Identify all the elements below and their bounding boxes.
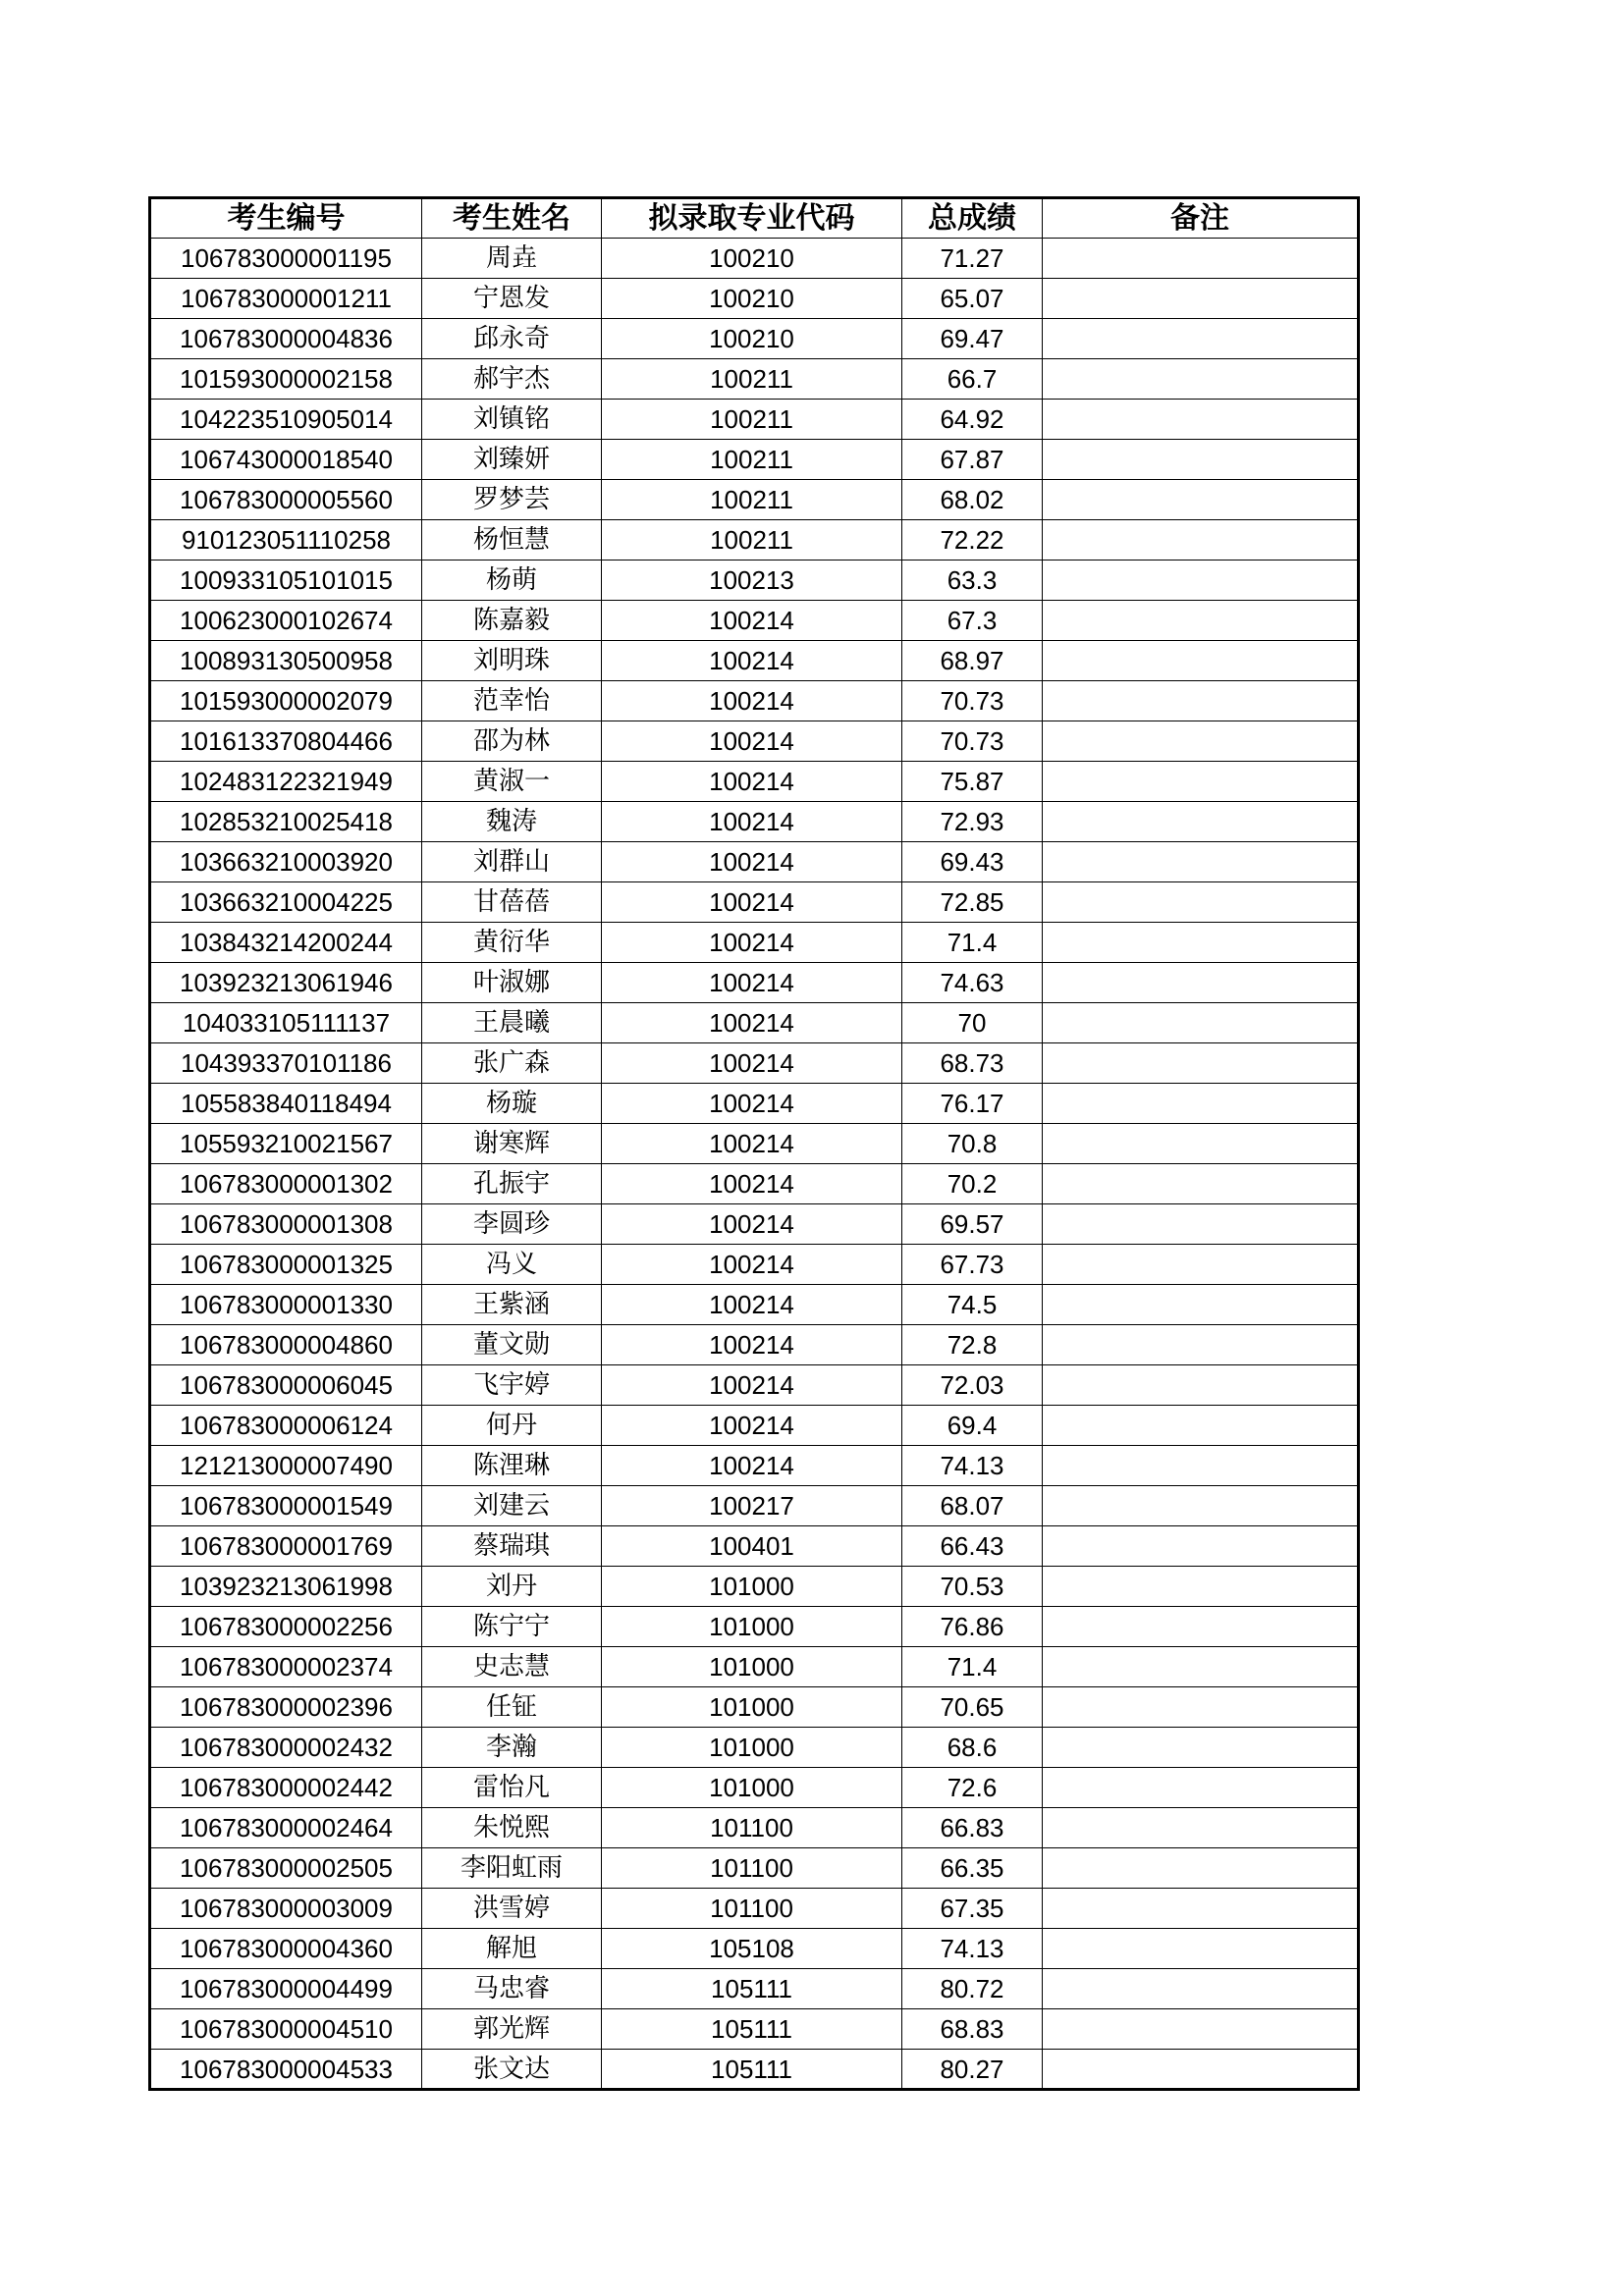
table-row xyxy=(150,601,1359,641)
cell-candidate-id: 100933105101015 xyxy=(150,561,422,601)
cell-total-score: 68.6 xyxy=(902,1728,1043,1768)
cell-candidate-id: 106783000004360 xyxy=(150,1929,422,1969)
cell-major-code: 101000 xyxy=(602,1728,902,1768)
admission-table xyxy=(148,196,1360,2091)
cell-total-score: 64.92 xyxy=(902,400,1043,440)
cell-candidate-id: 106783000001769 xyxy=(150,1526,422,1567)
cell-major-code: 100214 xyxy=(602,923,902,963)
table-row xyxy=(150,1446,1359,1486)
cell-total-score: 63.3 xyxy=(902,561,1043,601)
cell-total-score: 72.93 xyxy=(902,802,1043,842)
cell-candidate-name: 陈宁宁 xyxy=(422,1607,602,1647)
cell-major-code: 101000 xyxy=(602,1607,902,1647)
cell-candidate-id: 106783000002432 xyxy=(150,1728,422,1768)
cell-candidate-name: 朱悦熙 xyxy=(422,1808,602,1848)
cell-candidate-id: 105593210021567 xyxy=(150,1124,422,1164)
cell-total-score: 74.63 xyxy=(902,963,1043,1003)
cell-major-code: 100214 xyxy=(602,1245,902,1285)
cell-remark xyxy=(1043,721,1359,762)
cell-candidate-name: 王晨曦 xyxy=(422,1003,602,1043)
cell-candidate-name: 王紫涵 xyxy=(422,1285,602,1325)
cell-candidate-id: 106783000001211 xyxy=(150,279,422,319)
cell-candidate-id: 106783000004510 xyxy=(150,2009,422,2050)
cell-major-code: 100214 xyxy=(602,1124,902,1164)
cell-remark xyxy=(1043,1647,1359,1687)
cell-major-code: 105111 xyxy=(602,2009,902,2050)
table-row xyxy=(150,882,1359,923)
table-row xyxy=(150,1204,1359,1245)
cell-total-score: 72.03 xyxy=(902,1365,1043,1406)
cell-remark xyxy=(1043,1889,1359,1929)
cell-total-score: 70.73 xyxy=(902,681,1043,721)
cell-candidate-id: 104223510905014 xyxy=(150,400,422,440)
cell-major-code: 101100 xyxy=(602,1889,902,1929)
cell-total-score: 68.97 xyxy=(902,641,1043,681)
header-remark: 备注 xyxy=(1043,198,1359,239)
cell-candidate-id: 103663210004225 xyxy=(150,882,422,923)
cell-candidate-id: 102853210025418 xyxy=(150,802,422,842)
table-row xyxy=(150,561,1359,601)
cell-candidate-name: 孔振宇 xyxy=(422,1164,602,1204)
cell-candidate-name: 黄淑一 xyxy=(422,762,602,802)
cell-remark xyxy=(1043,1406,1359,1446)
table-row xyxy=(150,1245,1359,1285)
cell-candidate-id: 106783000004533 xyxy=(150,2050,422,2090)
cell-candidate-id: 104033105111137 xyxy=(150,1003,422,1043)
table-row xyxy=(150,963,1359,1003)
cell-total-score: 76.86 xyxy=(902,1607,1043,1647)
cell-candidate-name: 叶淑娜 xyxy=(422,963,602,1003)
cell-remark xyxy=(1043,1808,1359,1848)
cell-remark xyxy=(1043,882,1359,923)
cell-total-score: 75.87 xyxy=(902,762,1043,802)
cell-candidate-name: 邱永奇 xyxy=(422,319,602,359)
table-row xyxy=(150,1365,1359,1406)
cell-total-score: 67.87 xyxy=(902,440,1043,480)
table-body xyxy=(150,239,1359,2090)
table-row xyxy=(150,1567,1359,1607)
cell-major-code: 100217 xyxy=(602,1486,902,1526)
cell-candidate-name: 甘蓓蓓 xyxy=(422,882,602,923)
cell-remark xyxy=(1043,440,1359,480)
table-row xyxy=(150,480,1359,520)
cell-remark xyxy=(1043,400,1359,440)
cell-remark xyxy=(1043,1567,1359,1607)
cell-total-score: 68.07 xyxy=(902,1486,1043,1526)
cell-candidate-name: 郭光辉 xyxy=(422,2009,602,2050)
cell-total-score: 69.57 xyxy=(902,1204,1043,1245)
table-row xyxy=(150,1486,1359,1526)
cell-remark xyxy=(1043,1687,1359,1728)
cell-remark xyxy=(1043,802,1359,842)
cell-major-code: 101100 xyxy=(602,1848,902,1889)
cell-total-score: 74.13 xyxy=(902,1929,1043,1969)
cell-candidate-name: 魏涛 xyxy=(422,802,602,842)
cell-candidate-name: 陈嘉毅 xyxy=(422,601,602,641)
cell-remark xyxy=(1043,1084,1359,1124)
cell-candidate-id: 910123051110258 xyxy=(150,520,422,561)
cell-major-code: 100214 xyxy=(602,963,902,1003)
cell-total-score: 70.73 xyxy=(902,721,1043,762)
cell-candidate-name: 杨恒慧 xyxy=(422,520,602,561)
cell-candidate-name: 何丹 xyxy=(422,1406,602,1446)
cell-remark xyxy=(1043,601,1359,641)
cell-major-code: 100211 xyxy=(602,359,902,400)
table-row xyxy=(150,1969,1359,2009)
table-row xyxy=(150,279,1359,319)
cell-major-code: 100211 xyxy=(602,400,902,440)
cell-remark xyxy=(1043,1245,1359,1285)
cell-candidate-id: 106783000003009 xyxy=(150,1889,422,1929)
cell-total-score: 76.17 xyxy=(902,1084,1043,1124)
cell-major-code: 100214 xyxy=(602,641,902,681)
cell-major-code: 100214 xyxy=(602,721,902,762)
cell-candidate-name: 刘臻妍 xyxy=(422,440,602,480)
cell-candidate-id: 101593000002158 xyxy=(150,359,422,400)
cell-candidate-name: 马忠睿 xyxy=(422,1969,602,2009)
cell-major-code: 100211 xyxy=(602,440,902,480)
cell-major-code: 100214 xyxy=(602,762,902,802)
cell-remark xyxy=(1043,1003,1359,1043)
cell-remark xyxy=(1043,923,1359,963)
cell-total-score: 72.8 xyxy=(902,1325,1043,1365)
cell-candidate-id: 106783000005560 xyxy=(150,480,422,520)
cell-candidate-name: 陈浬琳 xyxy=(422,1446,602,1486)
cell-remark xyxy=(1043,319,1359,359)
cell-remark xyxy=(1043,561,1359,601)
cell-total-score: 80.72 xyxy=(902,1969,1043,2009)
table-row xyxy=(150,681,1359,721)
cell-major-code: 100211 xyxy=(602,520,902,561)
cell-candidate-name: 刘建云 xyxy=(422,1486,602,1526)
table-row xyxy=(150,1003,1359,1043)
cell-total-score: 72.22 xyxy=(902,520,1043,561)
cell-candidate-name: 飞宇婷 xyxy=(422,1365,602,1406)
table-row xyxy=(150,1043,1359,1084)
cell-remark xyxy=(1043,239,1359,279)
cell-major-code: 100214 xyxy=(602,882,902,923)
cell-candidate-id: 103663210003920 xyxy=(150,842,422,882)
cell-remark xyxy=(1043,1043,1359,1084)
header-candidate-id: 考生编号 xyxy=(150,198,422,239)
cell-candidate-id: 106783000006045 xyxy=(150,1365,422,1406)
cell-total-score: 66.83 xyxy=(902,1808,1043,1848)
cell-candidate-id: 106783000002464 xyxy=(150,1808,422,1848)
table-row xyxy=(150,2009,1359,2050)
cell-remark xyxy=(1043,1365,1359,1406)
cell-candidate-name: 李阳虹雨 xyxy=(422,1848,602,1889)
cell-candidate-name: 郝宇杰 xyxy=(422,359,602,400)
cell-remark xyxy=(1043,1124,1359,1164)
table-row xyxy=(150,1848,1359,1889)
table-row xyxy=(150,1808,1359,1848)
cell-remark xyxy=(1043,1848,1359,1889)
cell-candidate-id: 106783000004836 xyxy=(150,319,422,359)
cell-total-score: 68.73 xyxy=(902,1043,1043,1084)
cell-total-score: 71.27 xyxy=(902,239,1043,279)
cell-major-code: 100214 xyxy=(602,1285,902,1325)
cell-total-score: 69.4 xyxy=(902,1406,1043,1446)
cell-major-code: 100214 xyxy=(602,681,902,721)
cell-candidate-id: 106783000001195 xyxy=(150,239,422,279)
cell-candidate-id: 101613370804466 xyxy=(150,721,422,762)
cell-candidate-id: 106783000006124 xyxy=(150,1406,422,1446)
cell-major-code: 105111 xyxy=(602,2050,902,2090)
cell-major-code: 100214 xyxy=(602,842,902,882)
header-total-score: 总成绩 xyxy=(902,198,1043,239)
cell-major-code: 100214 xyxy=(602,1406,902,1446)
cell-candidate-name: 刘丹 xyxy=(422,1567,602,1607)
table-row xyxy=(150,1768,1359,1808)
header-major-code: 拟录取专业代码 xyxy=(602,198,902,239)
cell-candidate-id: 104393370101186 xyxy=(150,1043,422,1084)
cell-candidate-id: 106783000001302 xyxy=(150,1164,422,1204)
cell-candidate-name: 史志慧 xyxy=(422,1647,602,1687)
cell-candidate-name: 邵为林 xyxy=(422,721,602,762)
cell-total-score: 66.43 xyxy=(902,1526,1043,1567)
cell-total-score: 69.47 xyxy=(902,319,1043,359)
table-row xyxy=(150,1647,1359,1687)
cell-candidate-name: 张文达 xyxy=(422,2050,602,2090)
cell-remark xyxy=(1043,1969,1359,2009)
table-row xyxy=(150,1526,1359,1567)
cell-remark xyxy=(1043,520,1359,561)
cell-candidate-id: 106783000002396 xyxy=(150,1687,422,1728)
cell-remark xyxy=(1043,681,1359,721)
cell-candidate-id: 121213000007490 xyxy=(150,1446,422,1486)
cell-remark xyxy=(1043,641,1359,681)
cell-major-code: 101100 xyxy=(602,1808,902,1848)
table-row xyxy=(150,239,1359,279)
cell-major-code: 100210 xyxy=(602,279,902,319)
cell-candidate-name: 周垚 xyxy=(422,239,602,279)
table-row xyxy=(150,520,1359,561)
cell-total-score: 71.4 xyxy=(902,1647,1043,1687)
cell-major-code: 100214 xyxy=(602,1043,902,1084)
table-row xyxy=(150,1728,1359,1768)
cell-total-score: 74.5 xyxy=(902,1285,1043,1325)
table-row xyxy=(150,641,1359,681)
cell-remark xyxy=(1043,1728,1359,1768)
cell-major-code: 100214 xyxy=(602,1446,902,1486)
cell-candidate-id: 100893130500958 xyxy=(150,641,422,681)
cell-candidate-id: 106783000002505 xyxy=(150,1848,422,1889)
cell-total-score: 70.65 xyxy=(902,1687,1043,1728)
table-row xyxy=(150,762,1359,802)
cell-candidate-id: 106783000001308 xyxy=(150,1204,422,1245)
cell-remark xyxy=(1043,359,1359,400)
cell-major-code: 101000 xyxy=(602,1687,902,1728)
cell-remark xyxy=(1043,1164,1359,1204)
table-row xyxy=(150,1084,1359,1124)
cell-major-code: 100211 xyxy=(602,480,902,520)
cell-candidate-name: 解旭 xyxy=(422,1929,602,1969)
cell-candidate-name: 洪雪婷 xyxy=(422,1889,602,1929)
cell-candidate-id: 106783000001330 xyxy=(150,1285,422,1325)
cell-candidate-id: 106783000001325 xyxy=(150,1245,422,1285)
cell-candidate-name: 董文勋 xyxy=(422,1325,602,1365)
cell-total-score: 66.7 xyxy=(902,359,1043,400)
cell-candidate-name: 任钲 xyxy=(422,1687,602,1728)
cell-major-code: 101000 xyxy=(602,1647,902,1687)
cell-total-score: 71.4 xyxy=(902,923,1043,963)
cell-total-score: 72.6 xyxy=(902,1768,1043,1808)
table-row xyxy=(150,1124,1359,1164)
cell-total-score: 74.13 xyxy=(902,1446,1043,1486)
cell-remark xyxy=(1043,842,1359,882)
cell-candidate-id: 106783000002256 xyxy=(150,1607,422,1647)
cell-candidate-id: 106783000004860 xyxy=(150,1325,422,1365)
table-row xyxy=(150,1285,1359,1325)
cell-total-score: 70.2 xyxy=(902,1164,1043,1204)
cell-candidate-name: 李圆珍 xyxy=(422,1204,602,1245)
cell-major-code: 100214 xyxy=(602,1003,902,1043)
table-row xyxy=(150,400,1359,440)
cell-candidate-id: 106783000002442 xyxy=(150,1768,422,1808)
table-row xyxy=(150,440,1359,480)
cell-major-code: 101000 xyxy=(602,1567,902,1607)
cell-total-score: 66.35 xyxy=(902,1848,1043,1889)
cell-remark xyxy=(1043,1526,1359,1567)
cell-remark xyxy=(1043,1486,1359,1526)
cell-major-code: 100214 xyxy=(602,1365,902,1406)
cell-remark xyxy=(1043,762,1359,802)
table-row xyxy=(150,721,1359,762)
table-row xyxy=(150,1687,1359,1728)
cell-remark xyxy=(1043,480,1359,520)
cell-candidate-id: 103923213061998 xyxy=(150,1567,422,1607)
cell-remark xyxy=(1043,963,1359,1003)
cell-remark xyxy=(1043,1325,1359,1365)
cell-total-score: 70 xyxy=(902,1003,1043,1043)
cell-major-code: 100210 xyxy=(602,239,902,279)
cell-major-code: 100214 xyxy=(602,601,902,641)
cell-candidate-name: 刘群山 xyxy=(422,842,602,882)
cell-major-code: 101000 xyxy=(602,1768,902,1808)
cell-candidate-id: 106783000001549 xyxy=(150,1486,422,1526)
cell-major-code: 100214 xyxy=(602,1204,902,1245)
cell-total-score: 69.43 xyxy=(902,842,1043,882)
cell-candidate-name: 杨璇 xyxy=(422,1084,602,1124)
table-row xyxy=(150,923,1359,963)
cell-candidate-id: 103843214200244 xyxy=(150,923,422,963)
cell-candidate-id: 105583840118494 xyxy=(150,1084,422,1124)
table-row xyxy=(150,1929,1359,1969)
cell-candidate-id: 106783000004499 xyxy=(150,1969,422,2009)
table-row xyxy=(150,1889,1359,1929)
cell-candidate-name: 张广森 xyxy=(422,1043,602,1084)
cell-total-score: 70.53 xyxy=(902,1567,1043,1607)
cell-candidate-name: 谢寒辉 xyxy=(422,1124,602,1164)
cell-major-code: 105108 xyxy=(602,1929,902,1969)
cell-total-score: 80.27 xyxy=(902,2050,1043,2090)
cell-candidate-name: 冯义 xyxy=(422,1245,602,1285)
table-row xyxy=(150,359,1359,400)
table-row xyxy=(150,1325,1359,1365)
cell-candidate-id: 106743000018540 xyxy=(150,440,422,480)
cell-candidate-name: 罗梦芸 xyxy=(422,480,602,520)
cell-candidate-name: 雷怡凡 xyxy=(422,1768,602,1808)
cell-remark xyxy=(1043,1204,1359,1245)
cell-remark xyxy=(1043,1768,1359,1808)
cell-candidate-name: 刘明珠 xyxy=(422,641,602,681)
cell-remark xyxy=(1043,1285,1359,1325)
cell-candidate-id: 100623000102674 xyxy=(150,601,422,641)
header-row xyxy=(150,198,1359,239)
cell-candidate-name: 黄衍华 xyxy=(422,923,602,963)
cell-candidate-name: 李瀚 xyxy=(422,1728,602,1768)
cell-total-score: 67.73 xyxy=(902,1245,1043,1285)
table-row xyxy=(150,319,1359,359)
cell-total-score: 65.07 xyxy=(902,279,1043,319)
cell-total-score: 68.83 xyxy=(902,2009,1043,2050)
table-row xyxy=(150,842,1359,882)
cell-remark xyxy=(1043,2009,1359,2050)
cell-total-score: 72.85 xyxy=(902,882,1043,923)
cell-major-code: 100214 xyxy=(602,1325,902,1365)
cell-major-code: 100214 xyxy=(602,1084,902,1124)
table-row xyxy=(150,1164,1359,1204)
cell-candidate-id: 101593000002079 xyxy=(150,681,422,721)
cell-candidate-name: 范幸怡 xyxy=(422,681,602,721)
cell-candidate-name: 杨萌 xyxy=(422,561,602,601)
table-row xyxy=(150,1406,1359,1446)
cell-remark xyxy=(1043,2050,1359,2090)
cell-total-score: 67.35 xyxy=(902,1889,1043,1929)
table-row xyxy=(150,802,1359,842)
cell-total-score: 68.02 xyxy=(902,480,1043,520)
cell-major-code: 100214 xyxy=(602,802,902,842)
cell-candidate-id: 102483122321949 xyxy=(150,762,422,802)
cell-major-code: 105111 xyxy=(602,1969,902,2009)
cell-major-code: 100214 xyxy=(602,1164,902,1204)
cell-remark xyxy=(1043,279,1359,319)
cell-remark xyxy=(1043,1607,1359,1647)
cell-major-code: 100213 xyxy=(602,561,902,601)
cell-total-score: 70.8 xyxy=(902,1124,1043,1164)
cell-candidate-name: 刘镇铭 xyxy=(422,400,602,440)
cell-total-score: 67.3 xyxy=(902,601,1043,641)
cell-candidate-name: 宁恩发 xyxy=(422,279,602,319)
cell-remark xyxy=(1043,1446,1359,1486)
table-row xyxy=(150,2050,1359,2090)
cell-candidate-id: 106783000002374 xyxy=(150,1647,422,1687)
header-candidate-name: 考生姓名 xyxy=(422,198,602,239)
table-header xyxy=(150,198,1359,239)
table-row xyxy=(150,1607,1359,1647)
cell-major-code: 100401 xyxy=(602,1526,902,1567)
cell-remark xyxy=(1043,1929,1359,1969)
cell-major-code: 100210 xyxy=(602,319,902,359)
cell-candidate-id: 103923213061946 xyxy=(150,963,422,1003)
cell-candidate-name: 蔡瑞琪 xyxy=(422,1526,602,1567)
